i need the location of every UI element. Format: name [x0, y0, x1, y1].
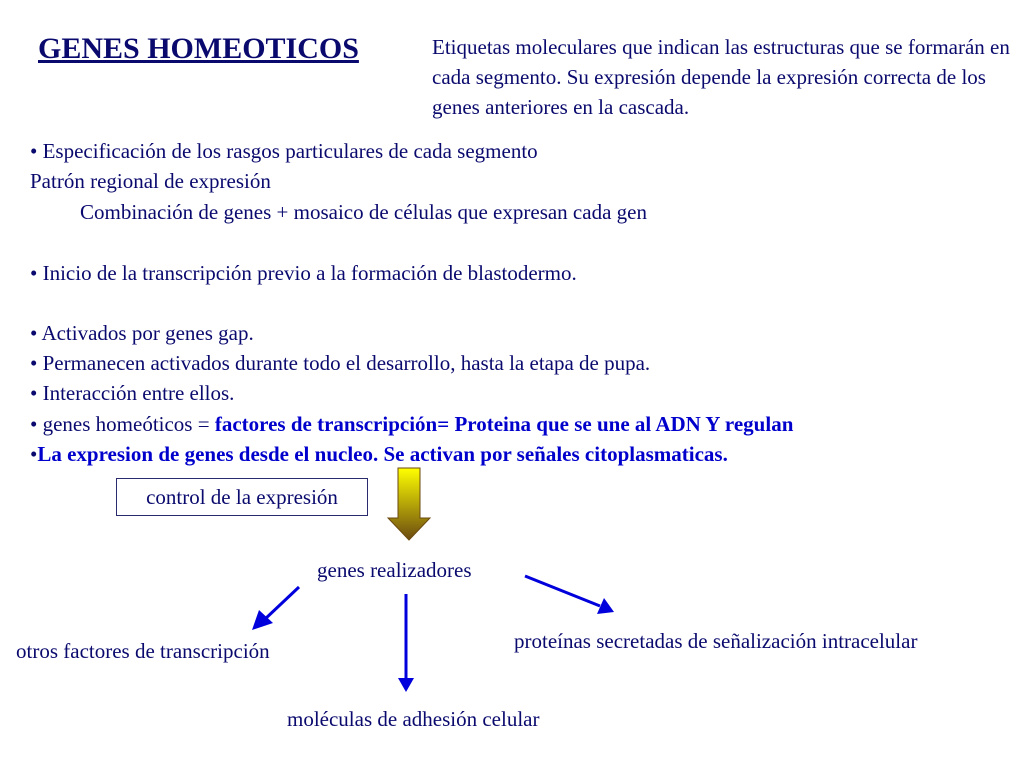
page-title: GENES HOMEOTICOS	[38, 32, 359, 65]
arrow-to-otros-factores	[252, 587, 299, 630]
intro-paragraph: Etiquetas moleculares que indican las estructuras que se formarán en cada segmento. Su expresión depende la expresión correcta de los genes anteriores en la cascada.	[432, 35, 1010, 119]
bullet-dot: •	[30, 442, 38, 466]
factores-transcripcion-text: factores de transcripción= Proteina que se une al ADN Y regulan	[214, 412, 794, 436]
gradient-down-arrow	[388, 468, 430, 540]
bullet-especificacion: • Especificación de los rasgos particulares de cada segmento	[30, 139, 538, 163]
otros-factores-label: otros factores de transcripción	[16, 639, 270, 663]
bullet-permanecen-activados: • Permanecen activados durante todo el desarrollo, hasta la etapa de pupa.	[30, 351, 651, 375]
genes-homeoticos-label: • genes homeóticos =	[30, 412, 215, 436]
moleculas-adhesion-label: moléculas de adhesión celular	[287, 707, 540, 731]
proteinas-secretadas-label: proteínas secretadas de señalización intracelular	[514, 629, 918, 653]
line-combinacion-genes: Combinación de genes + mosaico de células que expresan cada gen	[80, 200, 647, 224]
arrow-to-proteinas	[525, 576, 614, 614]
bullet-interaccion: • Interacción entre ellos.	[30, 381, 235, 405]
bullet-activados-gap: • Activados por genes gap.	[30, 321, 254, 345]
control-expresion-box: control de la expresión	[116, 478, 368, 516]
genes-realizadores-label: genes realizadores	[317, 558, 472, 582]
line-patron-regional: Patrón regional de expresión	[30, 169, 271, 193]
arrow-to-moleculas	[398, 594, 414, 692]
expresion-nucleo-text: La expresion de genes desde el nucleo. Se activan por señales citoplasmaticas.	[37, 442, 728, 466]
bullet-inicio-transcripcion: • Inicio de la transcripción previo a la formación de blastodermo.	[30, 261, 577, 285]
